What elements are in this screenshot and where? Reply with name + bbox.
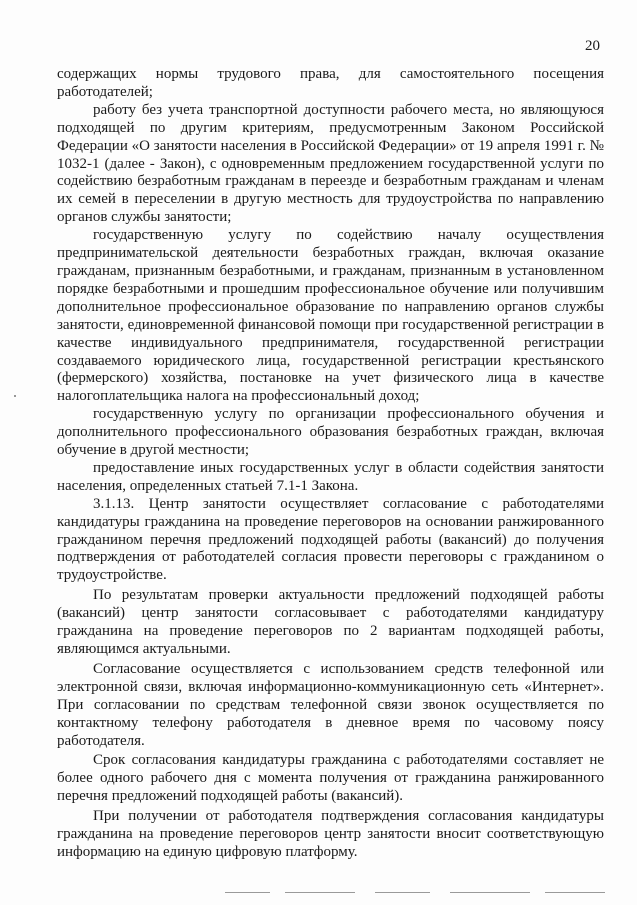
paragraph: содержащих нормы трудового права, для самостоятельного посещения работодателей; — [57, 66, 604, 100]
paragraph: предоставление иных государственных услуг в области содействия занятости населения, определенных статьей 7.1-1 Закона. — [57, 459, 604, 494]
paragraph: государственную услугу по организации профессионального обучения и дополнительного профессионального образования безработных граждан, включая обучение в другой местности; — [57, 406, 604, 459]
paragraph: При получении от работодателя подтверждения согласования кандидатуры гражданина на проведение переговоров центр занятости вносит соответствующую информацию на единую цифровую платформу. — [57, 808, 604, 860]
page-number: 20 — [585, 38, 600, 54]
paragraph: работу без учета транспортной доступности рабочего места, но являющуюся подходящей по другим критериям, предусмотренным Законом Российской Федерации «О занятости населения в Российской Федерации» от 19 апреля 1991 г. № 1032-1 (далее - Закон), с одновременным предложением государственной услуги по содействию безработным гражданам в переезде и безработным гражданам и членам их семей в переселении в другую местность для трудоустройства по направлению органов службы занятости; — [57, 101, 604, 226]
paragraph: Согласование осуществляется с использованием средств телефонной или электронной связи, включая информационно-коммуникационную сеть «Интернет». При согласовании по средствам телефонной связи звонок осуществляется по контактному телефону работодателя в дневное время по часовому поясу работодателя. — [57, 660, 604, 749]
paragraph: По результатам проверки актуальности предложений подходящей работы (вакансий) центр занятости согласовывает с работодателями кандидатуру гражданина на проведение переговоров по 2 вариантам подходящей работы, являющимся актуальными. — [57, 587, 604, 657]
scan-speck — [14, 395, 16, 397]
scan-bottom-edge — [225, 890, 615, 896]
paragraph: Срок согласования кандидатуры гражданина с работодателями составляет не более одного рабочего дня с момента получения от гражданина ранжированного перечня предложений подходящей работы (вакансий). — [57, 752, 604, 805]
section-paragraph: 3.1.13. Центр занятости осуществляет согласование с работодателями кандидатуры гражданина на проведение переговоров на основании ранжированного гражданином перечня предложений подходящей работы (вакансий) до получения подтверждения от работодателей согласия провести переговоры с гражданином о трудоустройстве. — [57, 495, 604, 584]
document-body — [57, 66, 604, 862]
paragraph: государственную услугу по содействию началу осуществления предпринимательской деятельности безработных граждан, включая оказание гражданам, признанным безработными, и гражданам, признанным в установленном порядке безработными и прошедшим профессиональное обучение или получившим дополнительное профессиональное образование по направлению органов службы занятости, единовременной финансовой помощи при государственной регистрации в качестве индивидуального предпринимателя, государственной регистрации создаваемого юридического лица, государственной регистрации крестьянского (фермерского) хозяйства, постановке на учет физического лица в качестве налогоплательщика налога на профессиональный доход; — [57, 227, 604, 405]
